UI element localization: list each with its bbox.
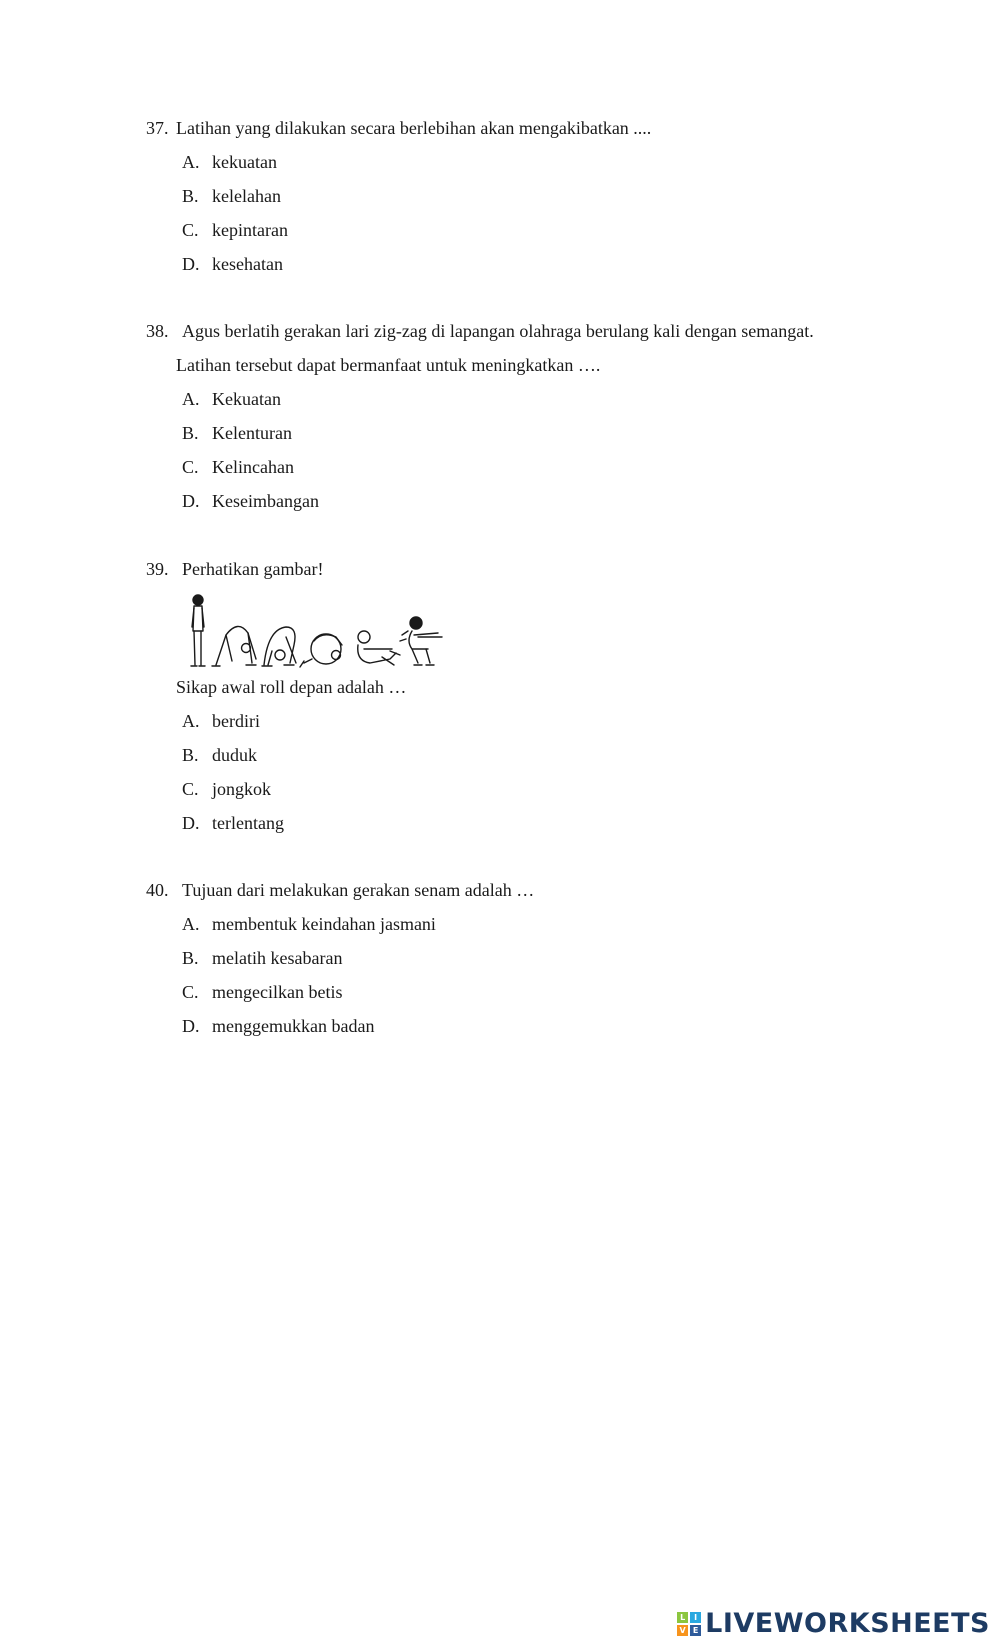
option-b[interactable] <box>182 423 292 444</box>
option-letter: B. <box>182 948 199 968</box>
option-letter: A. <box>182 711 200 731</box>
figure-bending <box>212 626 256 666</box>
option-letter: A. <box>182 914 200 934</box>
option-text: mengecilkan betis <box>212 982 343 1002</box>
question-text-continued: Sikap awal roll depan adalah … <box>176 677 407 697</box>
logo-tile-v: V <box>677 1625 688 1636</box>
option-a[interactable] <box>182 389 281 410</box>
option-letter: D. <box>182 254 200 274</box>
logo-text: LIVEWORKSHEETS <box>705 1608 990 1639</box>
option-a[interactable] <box>182 711 260 732</box>
logo-icon <box>677 1612 701 1636</box>
option-d[interactable] <box>182 254 283 275</box>
question-text: Latihan yang dilakukan secara berlebihan akan mengakibatkan .... <box>176 118 652 138</box>
option-d[interactable] <box>182 491 319 512</box>
option-letter: C. <box>182 779 199 799</box>
logo-tile-l: L <box>677 1612 688 1623</box>
figure-rolling <box>300 634 342 667</box>
option-letter: C. <box>182 982 199 1002</box>
option-c[interactable] <box>182 982 342 1003</box>
logo-tile-e: E <box>690 1625 701 1636</box>
figure-standing <box>191 595 205 666</box>
question-text: Agus berlatih gerakan lari zig-zag di lapangan olahraga berulang kali dengan semangat. <box>182 321 814 341</box>
option-letter: D. <box>182 1016 200 1036</box>
question-text: Tujuan dari melakukan gerakan senam adalah … <box>182 880 535 900</box>
figure-sitting <box>358 631 400 665</box>
option-letter: A. <box>182 389 200 409</box>
option-text: membentuk keindahan jasmani <box>212 914 436 934</box>
option-letter: C. <box>182 220 199 240</box>
option-text: berdiri <box>212 711 260 731</box>
option-text: jongkok <box>212 779 272 799</box>
liveworksheets-logo[interactable] <box>677 1608 990 1639</box>
option-c[interactable] <box>182 220 288 241</box>
option-letter: B. <box>182 423 199 443</box>
option-text: melatih kesabaran <box>212 948 343 968</box>
option-c[interactable] <box>182 457 294 478</box>
option-text: kepintaran <box>212 220 288 240</box>
forward-roll-illustration <box>186 593 456 675</box>
option-b[interactable] <box>182 745 257 766</box>
option-letter: A. <box>182 152 200 172</box>
question-text-continued: Latihan tersebut dapat bermanfaat untuk meningkatkan …. <box>176 355 601 375</box>
option-text: menggemukkan badan <box>212 1016 375 1036</box>
question-number: 40. <box>146 880 169 900</box>
option-b[interactable] <box>182 186 281 207</box>
option-a[interactable] <box>182 914 436 935</box>
option-text: Kekuatan <box>212 389 281 409</box>
option-letter: D. <box>182 813 200 833</box>
question-number: 39. <box>146 559 169 579</box>
logo-tile-i: I <box>690 1612 701 1623</box>
figure-tucked <box>262 627 296 666</box>
option-text: kesehatan <box>212 254 283 274</box>
option-b[interactable] <box>182 948 342 969</box>
question-number: 38. <box>146 321 169 341</box>
option-c[interactable] <box>182 779 271 800</box>
option-text: Keseimbangan <box>212 491 319 511</box>
option-d[interactable] <box>182 813 284 834</box>
option-letter: B. <box>182 745 199 765</box>
option-text: terlentang <box>212 813 284 833</box>
option-d[interactable] <box>182 1016 374 1037</box>
option-text: duduk <box>212 745 257 765</box>
option-letter: C. <box>182 457 199 477</box>
question-text: Perhatikan gambar! <box>182 559 324 579</box>
option-text: kelelahan <box>212 186 281 206</box>
question-number: 37. <box>146 118 169 138</box>
option-letter: D. <box>182 491 200 511</box>
option-text: Kelenturan <box>212 423 292 443</box>
option-text: kekuatan <box>212 152 277 172</box>
figure-squatting <box>400 617 442 665</box>
option-text: Kelincahan <box>212 457 294 477</box>
option-letter: B. <box>182 186 199 206</box>
option-a[interactable] <box>182 152 277 173</box>
